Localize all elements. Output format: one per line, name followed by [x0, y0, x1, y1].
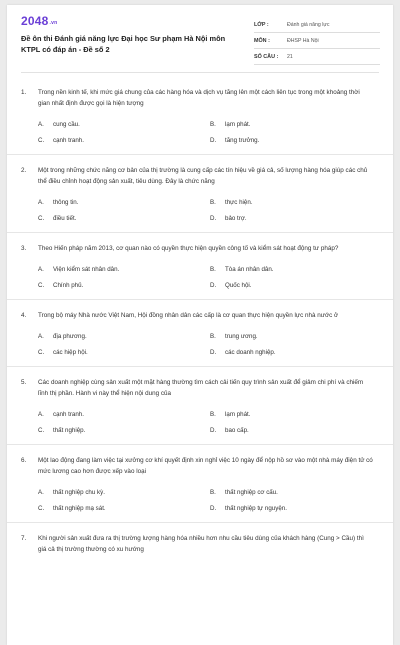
site-logo[interactable]: 2048.vn: [21, 14, 58, 28]
question-5: [7, 367, 393, 445]
option-a[interactable]: A. cung cầu.: [38, 120, 80, 128]
meta-value: 21: [287, 53, 293, 60]
question-number: 1.: [21, 89, 27, 96]
option-b[interactable]: B. lạm phát.: [210, 410, 251, 418]
option-a[interactable]: A. Viện kiểm sát nhân dân.: [38, 265, 120, 273]
question-number: 4.: [21, 312, 27, 319]
option-a[interactable]: A. địa phương.: [38, 332, 87, 340]
meta-label: LỚP :: [254, 21, 269, 28]
question-4: [7, 300, 393, 367]
option-b[interactable]: B. thất nghiệp cơ cấu.: [210, 488, 278, 496]
meta-value: ĐHSP Hà Nội: [287, 37, 319, 44]
meta-row-class: [254, 17, 380, 33]
option-a[interactable]: A. thất nghiệp chu kỳ.: [38, 488, 105, 496]
question-text: Khi người sản xuất đưa ra thị trường lượng hàng hóa nhiều hơn nhu cầu tiêu dùng của khách hàng (Cung > Cầu) thì giá cả thị trường thường có xu hướng: [38, 535, 364, 553]
question-text: Trong bộ máy Nhà nước Việt Nam, Hội đồng nhân dân các cấp là cơ quan thực hiện quyền lực nhà nước ở: [38, 312, 339, 319]
option-c[interactable]: C. thất nghiệp.: [38, 426, 86, 434]
header-divider: [21, 72, 379, 73]
question-1: [7, 77, 393, 155]
meta-label: MÔN :: [254, 37, 270, 44]
option-d[interactable]: D. tăng trưởng.: [210, 136, 260, 144]
question-number: 6.: [21, 457, 27, 464]
meta-value: Đánh giá năng lực: [287, 21, 330, 28]
option-c[interactable]: C. thất nghiệp mạ sát.: [38, 504, 106, 512]
option-b[interactable]: B. thực hiện.: [210, 198, 253, 206]
document-header: [7, 5, 393, 71]
option-d[interactable]: D. Quốc hội.: [210, 281, 252, 289]
question-7: [7, 523, 393, 561]
question-text: Một trong những chức năng cơ bản của thị trường là cung cấp các tín hiệu về giá cả, số lượng hàng hóa giúp các chủ thể điều chỉnh hoạt động sản xuất, tiêu dùng. Đây là chức năng: [38, 167, 368, 185]
document-title: Đề ôn thi Đánh giá năng lực Đại học Sư phạm Hà Nội môn KTPL có đáp án - Đề số 2: [21, 34, 226, 54]
option-a[interactable]: A. cạnh tranh.: [38, 410, 84, 418]
question-text: Một lao động đang làm việc tại xưởng cơ khí quyết định xin nghỉ việc 10 ngày để nộp hồ sơ vào một nhà máy điện tử có mức lương cao hơn được xếp vào loại: [38, 457, 373, 475]
document-meta: [254, 17, 380, 65]
option-c[interactable]: C. cạnh tranh.: [38, 136, 84, 144]
meta-label: SỐ CÂU :: [254, 53, 279, 60]
option-b[interactable]: B. trung ương.: [210, 332, 258, 340]
question-2: [7, 155, 393, 233]
option-c[interactable]: C. Chính phủ.: [38, 281, 84, 289]
question-text: Các doanh nghiệp cùng sản xuất một mặt hàng thường tìm cách cải tiến quy trình sản xuất để giảm chi phí và chiếm lĩnh thị phần. Hành vi này thể hiện nội dung của: [38, 379, 364, 397]
option-d[interactable]: D. các doanh nghiệp.: [210, 348, 276, 356]
question-number: 3.: [21, 245, 27, 252]
question-text: Theo Hiến pháp năm 2013, cơ quan nào có quyền thực hiện quyền công tố và kiểm sát hoạt động tư pháp?: [38, 245, 339, 252]
meta-row-count: [254, 49, 380, 65]
question-6: [7, 445, 393, 523]
question-number: 5.: [21, 379, 27, 386]
question-text: Trong nền kinh tế, khi mức giá chung của các hàng hóa và dịch vụ tăng lên một cách liên tục trong một khoảng thời gian nhất định được gọi là hiện tượng: [38, 89, 360, 107]
question-list: [7, 77, 393, 561]
option-d[interactable]: D. bao cấp.: [210, 426, 249, 434]
option-d[interactable]: D. thất nghiệp tự nguyện.: [210, 504, 287, 512]
question-number: 2.: [21, 167, 27, 174]
option-a[interactable]: A. thông tin.: [38, 198, 79, 206]
option-b[interactable]: B. Tòa án nhân dân.: [210, 265, 274, 273]
meta-row-subject: [254, 33, 380, 49]
document-page: [7, 5, 393, 645]
question-3: [7, 233, 393, 300]
option-b[interactable]: B. lạm phát.: [210, 120, 251, 128]
option-c[interactable]: C. các hiệp hội.: [38, 348, 88, 356]
option-c[interactable]: C. điều tiết.: [38, 214, 77, 222]
option-d[interactable]: D. bảo trợ.: [210, 214, 247, 222]
question-number: 7.: [21, 535, 27, 542]
